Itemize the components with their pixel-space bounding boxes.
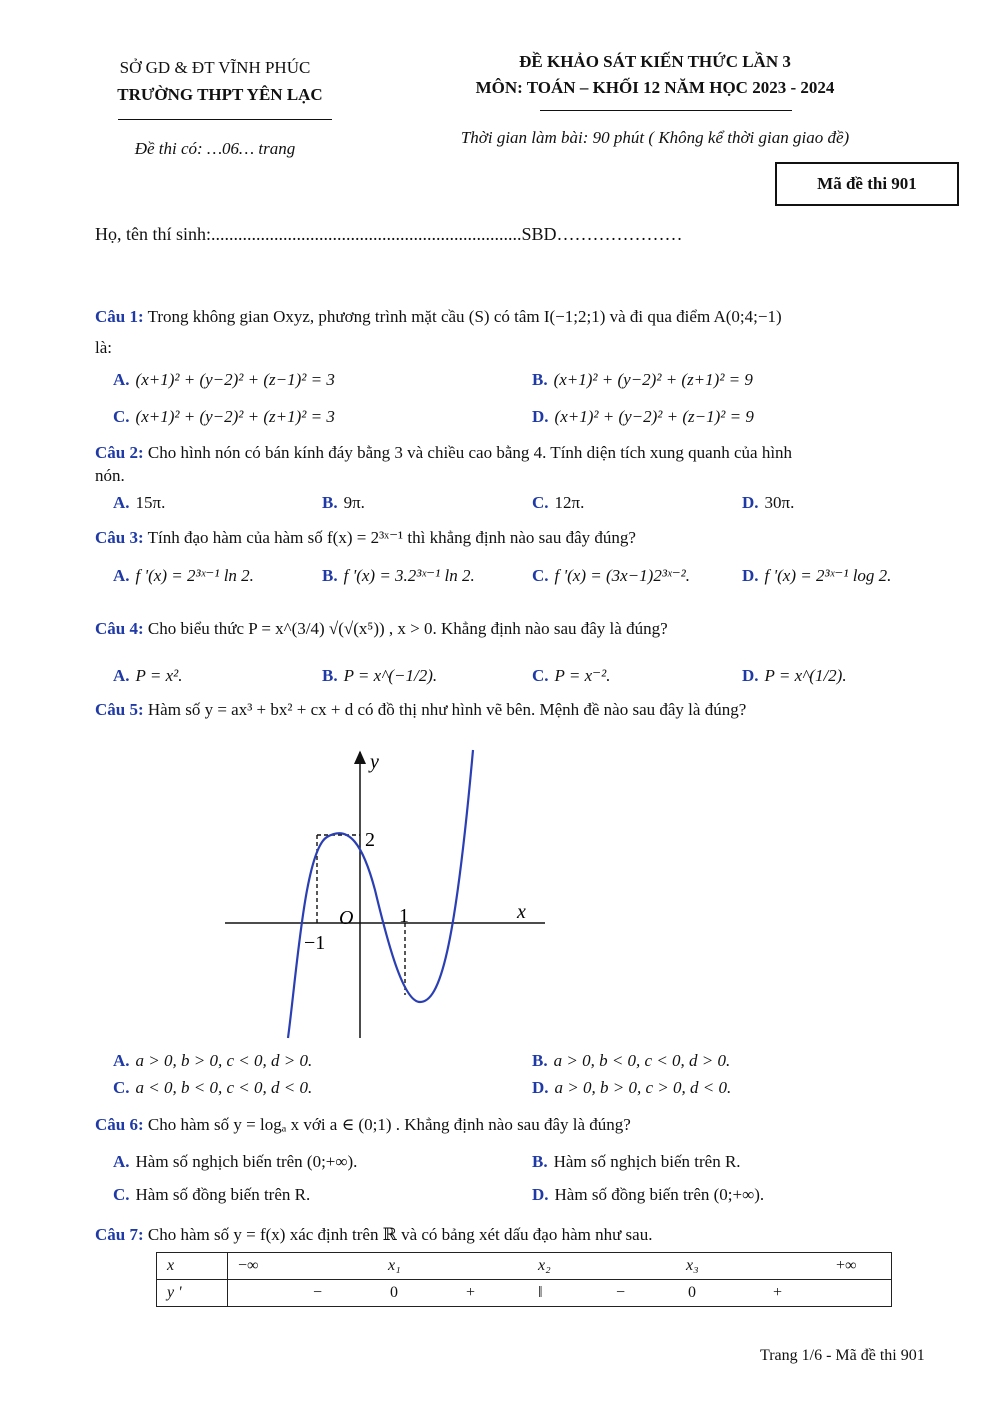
sign-value: + (466, 1284, 476, 1301)
q3-option-c[interactable]: C. f '(x) = (3x−1)2³ˣ⁻². (532, 566, 691, 585)
question-text: Cho hàm số y = logₐ x với a ∈ (0;1) . Khẳng định nào sau đây là đúng? (147, 1115, 631, 1134)
header-right-rule (540, 110, 792, 111)
option-text: P = x^(−1/2). (343, 666, 438, 685)
question-text: Trong không gian Oxyz, phương trình mặt cầu (S) có tâm I(−1;2;1) và đi qua điểm A(0;4;−1) (147, 307, 782, 326)
question-1 (95, 305, 940, 328)
header-left-rule (118, 119, 332, 120)
question-5 (95, 698, 940, 721)
q4-option-a[interactable]: A. P = x². (113, 666, 183, 685)
option-text: 30π. (764, 493, 795, 512)
q3-option-b[interactable]: B. f '(x) = 3.2³ˣ⁻¹ ln 2. (322, 566, 475, 585)
sign-value: − (313, 1284, 323, 1301)
option-text: a > 0, b < 0, c < 0, d > 0. (553, 1051, 731, 1070)
sign-value: ‖ (538, 1284, 543, 1301)
option-text: Hàm số đồng biến trên (0;+∞). (554, 1185, 765, 1204)
option-text: f '(x) = 2³ˣ⁻¹ log 2. (764, 566, 892, 585)
option-text: P = x^(1/2). (764, 666, 847, 685)
q6-option-a[interactable]: A. Hàm số nghịch biến trên (0;+∞). (113, 1152, 358, 1171)
sign-table-row-x (157, 1253, 892, 1280)
x-axis-label: x (517, 901, 526, 923)
exam-subject: MÔN: TOÁN – KHỐI 12 NĂM HỌC 2023 - 2024 (475, 78, 835, 97)
x-value: −∞ (238, 1257, 259, 1274)
question-text: Hàm số y = ax³ + bx² + cx + d có đồ thị như hình vẽ bên. Mệnh đề nào sau đây là đúng? (147, 700, 747, 719)
sign-value: + (773, 1284, 783, 1301)
q5-option-a[interactable]: A. a > 0, b > 0, c < 0, d > 0. (113, 1051, 313, 1070)
cubic-graph (215, 740, 555, 1040)
x-value: x₂ (538, 1257, 551, 1274)
sign-table-row-derivative (157, 1280, 892, 1307)
question-label: Câu 2: (95, 443, 144, 462)
question-text: Cho hình nón có bán kính đáy bằng 3 và chiều cao bằng 4. Tính diện tích xung quanh của hình (147, 443, 793, 462)
question-3 (95, 526, 940, 549)
sign-table-head-y: y ' (157, 1280, 228, 1307)
q1-option-d[interactable]: D. (x+1)² + (y−2)² + (z−1)² = 9 (532, 407, 754, 426)
question-label: Câu 1: (95, 307, 144, 326)
option-text: 15π. (135, 493, 166, 512)
option-text: 12π. (554, 493, 585, 512)
question-7 (95, 1223, 940, 1246)
q1-option-a[interactable]: A. (x+1)² + (y−2)² + (z−1)² = 3 (113, 370, 335, 389)
question-label: Câu 4: (95, 619, 144, 638)
q3-option-d[interactable]: D. f '(x) = 2³ˣ⁻¹ log 2. (742, 566, 892, 585)
exam-title: ĐỀ KHẢO SÁT KIẾN THỨC LẦN 3 (519, 52, 791, 71)
school-name: TRƯỜNG THPT YÊN LẠC (117, 85, 323, 104)
x-value: x₁ (388, 1257, 401, 1274)
option-text: (x+1)² + (y−2)² + (z+1)² = 3 (135, 407, 335, 426)
origin-label: O (339, 907, 354, 929)
q2-option-a[interactable]: A. 15π. (113, 493, 166, 512)
question-6 (95, 1113, 940, 1136)
sign-table-head-x: x (157, 1253, 228, 1280)
question-label: Câu 7: (95, 1225, 144, 1244)
tick-2-label: 2 (365, 829, 375, 851)
sign-table-x-values (228, 1253, 892, 1280)
option-text: 9π. (343, 493, 365, 512)
q6-option-b[interactable]: B. Hàm số nghịch biến trên R. (532, 1152, 741, 1171)
exam-code: Mã đề thi 901 (817, 174, 917, 193)
option-text: f '(x) = (3x−1)2³ˣ⁻². (554, 566, 691, 585)
q2-option-c[interactable]: C. 12π. (532, 493, 585, 512)
question-label: Câu 5: (95, 700, 144, 719)
q4-option-c[interactable]: C. P = x⁻². (532, 666, 611, 685)
q6-option-d[interactable]: D. Hàm số đồng biến trên (0;+∞). (532, 1185, 765, 1204)
option-text: a < 0, b < 0, c < 0, d < 0. (135, 1078, 313, 1097)
sign-table (156, 1252, 892, 1307)
q5-option-d[interactable]: D. a > 0, b > 0, c > 0, d < 0. (532, 1078, 732, 1097)
q1-option-c[interactable]: C. (x+1)² + (y−2)² + (z+1)² = 3 (113, 407, 335, 426)
cubic-curve (288, 750, 473, 1038)
option-text: (x+1)² + (y−2)² + (z−1)² = 3 (135, 370, 335, 389)
option-text: a > 0, b > 0, c > 0, d < 0. (554, 1078, 732, 1097)
question-text: Cho hàm số y = f(x) xác định trên ℝ và có bảng xét dấu đạo hàm như sau. (147, 1225, 653, 1244)
option-text: P = x⁻². (554, 666, 611, 685)
x-value: +∞ (836, 1257, 857, 1274)
q1-option-b[interactable]: B. (x+1)² + (y−2)² + (z+1)² = 9 (532, 370, 753, 389)
question-2 (95, 441, 940, 464)
question-label: Câu 6: (95, 1115, 144, 1134)
q6-option-c[interactable]: C. Hàm số đồng biến trên R. (113, 1185, 311, 1204)
question-text: Cho biểu thức P = x^(3/4) √(√(x⁵)) , x > 0. Khẳng định nào sau đây là đúng? (147, 619, 668, 638)
question-4 (95, 617, 940, 640)
sign-table-signs (228, 1280, 892, 1307)
option-text: P = x². (135, 666, 183, 685)
q4-option-d[interactable]: D. P = x^(1/2). (742, 666, 847, 685)
sign-value: 0 (688, 1284, 696, 1301)
question-1-cont: là: (95, 338, 112, 357)
sign-value: 0 (390, 1284, 398, 1301)
department-name: SỞ GD & ĐT VĨNH PHÚC (119, 58, 311, 77)
q5-option-c[interactable]: C. a < 0, b < 0, c < 0, d < 0. (113, 1078, 313, 1097)
option-text: Hàm số đồng biến trên R. (135, 1185, 311, 1204)
q2-option-d[interactable]: D. 30π. (742, 493, 795, 512)
q2-option-b[interactable]: B. 9π. (322, 493, 365, 512)
pages-note: Đề thi có: …06… trang (134, 139, 296, 158)
q4-option-b[interactable]: B. P = x^(−1/2). (322, 666, 438, 685)
q5-option-b[interactable]: B. a > 0, b < 0, c < 0, d > 0. (532, 1051, 731, 1070)
y-axis-label: y (370, 751, 379, 773)
candidate-line: Họ, tên thí sinh:.....................................................................SBD………………… (95, 224, 683, 244)
option-text: (x+1)² + (y−2)² + (z+1)² = 9 (553, 370, 753, 389)
page-footer: Trang 1/6 - Mã đề thi 901 (760, 1347, 925, 1364)
question-label: Câu 3: (95, 528, 144, 547)
option-text: (x+1)² + (y−2)² + (z−1)² = 9 (554, 407, 754, 426)
tick-1-label: 1 (399, 905, 409, 927)
question-text: Tính đạo hàm của hàm số f(x) = 2³ˣ⁻¹ thì khẳng định nào sau đây đúng? (147, 528, 636, 547)
option-text: f '(x) = 3.2³ˣ⁻¹ ln 2. (343, 566, 475, 585)
option-text: Hàm số nghịch biến trên (0;+∞). (135, 1152, 358, 1171)
option-text: a > 0, b > 0, c < 0, d > 0. (135, 1051, 313, 1070)
question-2-cont: nón. (95, 466, 125, 485)
exam-code-box (775, 162, 959, 206)
tick-neg1-label: −1 (304, 932, 326, 954)
sign-value: − (616, 1284, 626, 1301)
time-note: Thời gian làm bài: 90 phút ( Không kể thời gian giao đề) (460, 128, 850, 147)
option-text: Hàm số nghịch biến trên R. (553, 1152, 741, 1171)
option-text: f '(x) = 2³ˣ⁻¹ ln 2. (135, 566, 254, 585)
q3-option-a[interactable]: A. f '(x) = 2³ˣ⁻¹ ln 2. (113, 566, 254, 585)
x-value: x₃ (686, 1257, 699, 1274)
